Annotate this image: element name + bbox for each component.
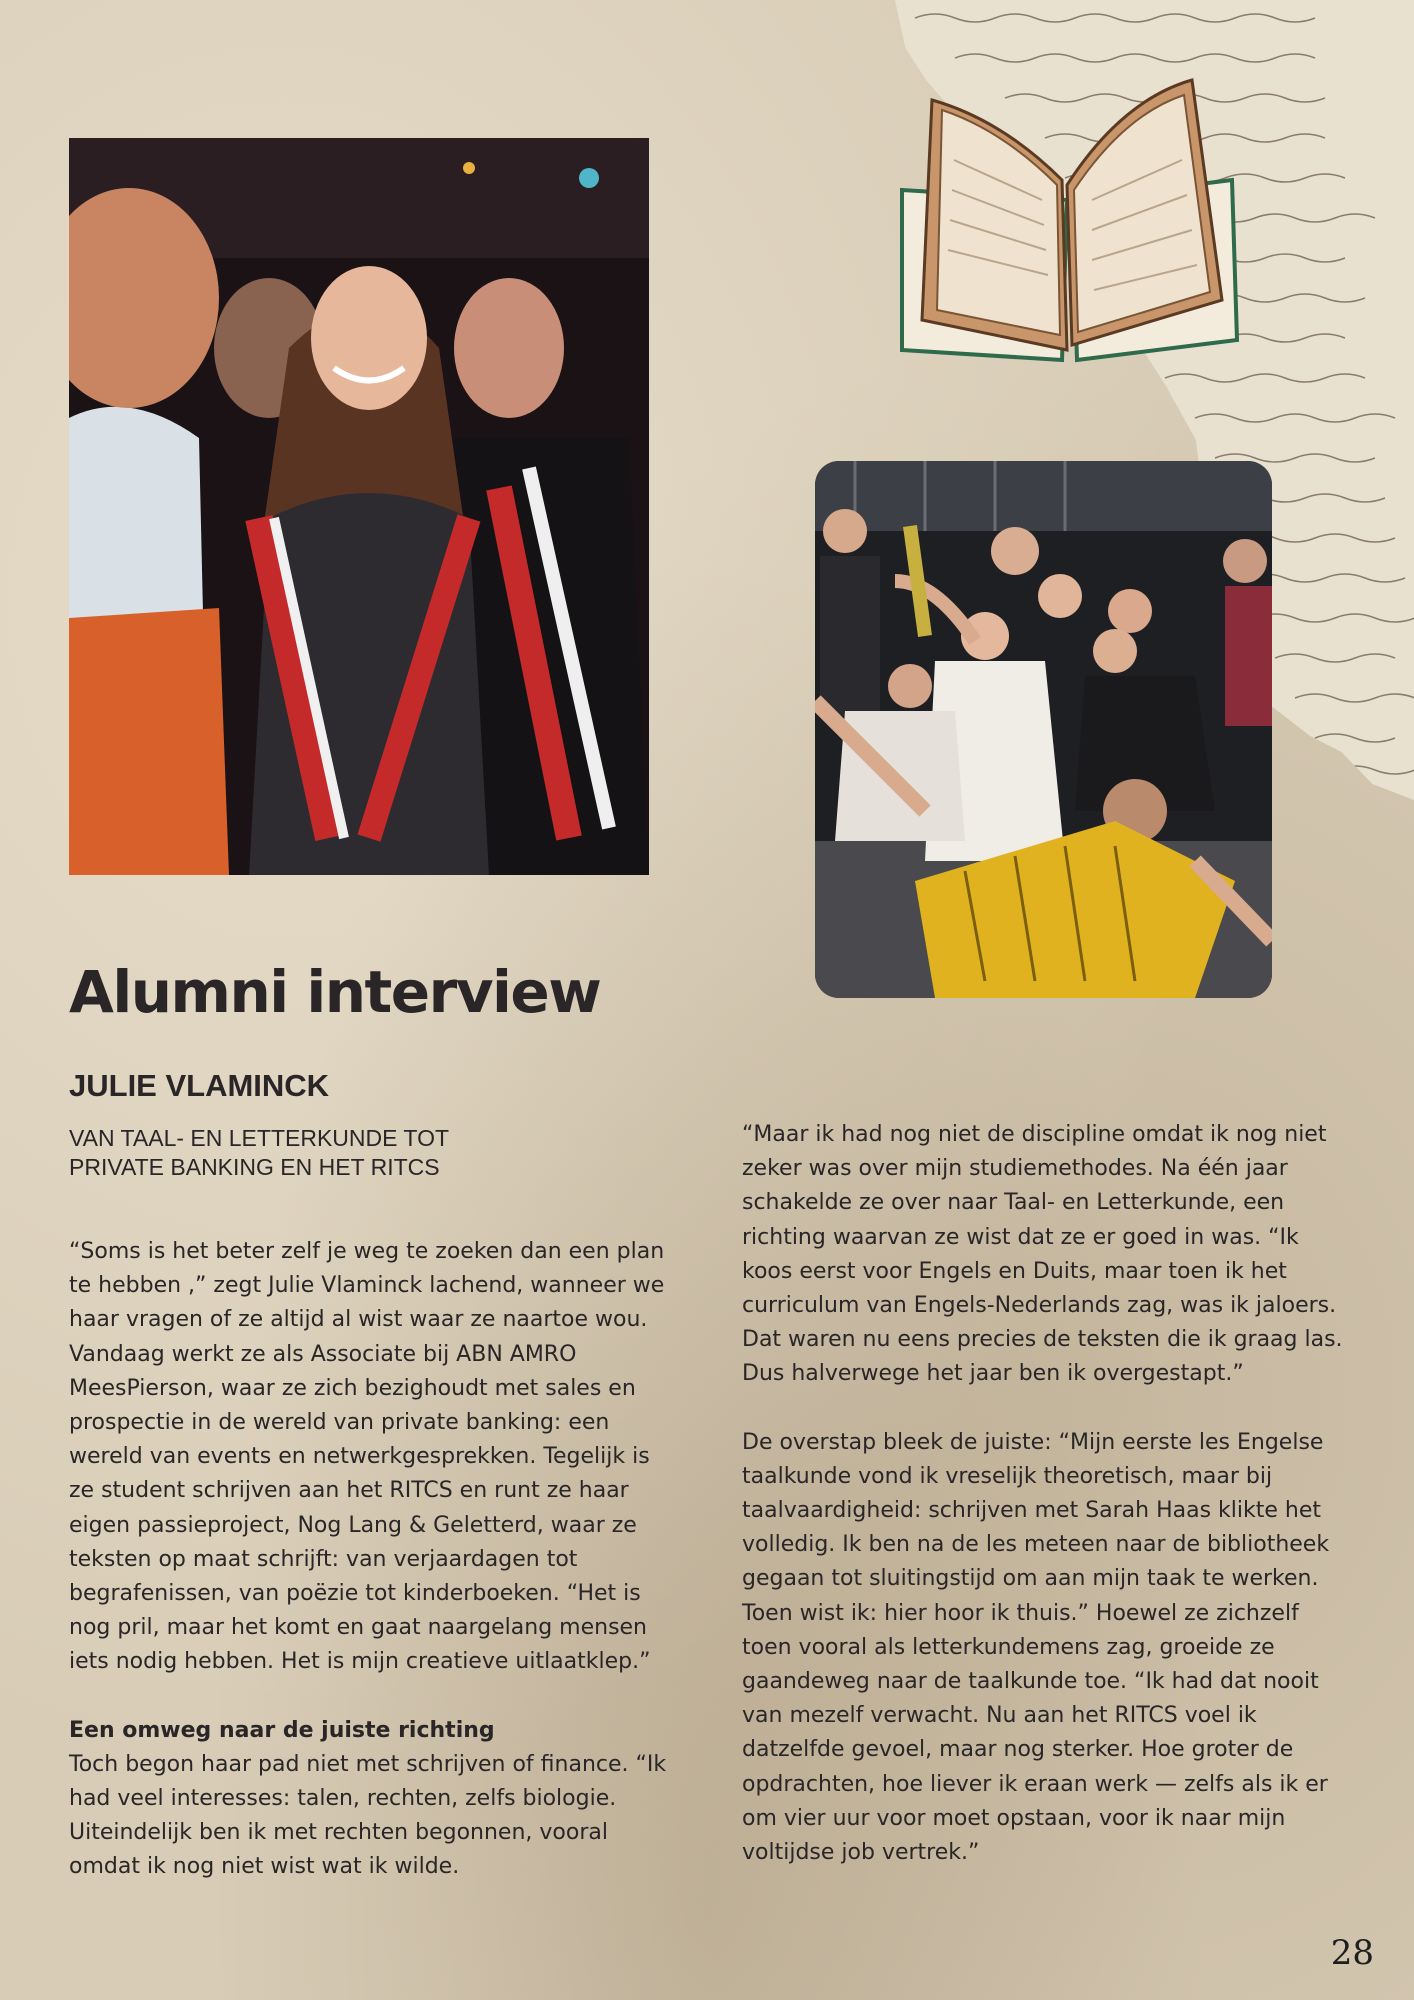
group-photo <box>815 461 1272 998</box>
intro-paragraph: “Soms is het beter zelf je weg te zoeken dan een plan te hebben ,” zegt Julie Vlaminck lachend, wanneer we haar vragen of ze altijd al wist waar ze naartoe wou. Vandaag werkt ze als Associate bij ABN AMRO MeesPierson, waar ze zich bezighoudt met sales en prospectie in de wereld van private banking: een wereld van events en netwerkgesprekken. Tegelijk is ze student schrijven aan het RITCS en runt ze haar eigen passieproject, Nog Lang & Geletterd, waar ze teksten op maat schrijft: van verjaardagen tot begrafenissen, van poëzie tot kinderboeken. “Het is nog pril, maar het komt en gaat naargelang mensen iets nodig hebben. Het is mijn creatieve uitlaatklep.” <box>69 1239 665 1675</box>
section-heading: Een omweg naar de juiste richting <box>69 1717 495 1743</box>
body-paragraph: “Maar ik had nog niet de discipline omdat ik nog niet zeker was over mijn studiemethodes. Na één jaar schakelde ze over naar Taal- en Letterkunde, een richting waarvan ze wist dat ze er goed in was. “Ik koos eerst voor Engels en Duits, maar toen ik het curriculum van Engels-Nederlands zag, was ik jaloers. Dat waren nu eens precies de teksten die ik graag las. Dus halverwege het jaar ben ik overgestapt.” <box>742 1122 1343 1387</box>
subtitle-line-1: VAN TAAL- EN LETTERKUNDE TOT <box>69 1125 450 1151</box>
portrait-photo <box>69 138 649 875</box>
interviewee-name: JULIE VLAMINCK <box>69 1068 330 1103</box>
page-number: 28 <box>1330 1933 1374 1973</box>
body-paragraph: Toch begon haar pad niet met schrijven of finance. “Ik had veel interesses: talen, rechten, zelfs biologie. Uiteindelijk ben ik met rechten begonnen, vooral omdat ik nog niet wist wat ik wilde. <box>69 1751 667 1880</box>
left-column <box>69 1235 669 1885</box>
body-paragraph: De overstap bleek de juiste: “Mijn eerste les Engelse taalkunde vond ik vreselijk theoretisch, maar bij taalvaardigheid: schrijven met Sarah Haas klikte het volledig. Ik ben na de les meteen naar de bibliotheek gegaan tot sluitingstijd om aan mijn taak te werken. Toen wist ik: hier hoor ik thuis.” Hoewel ze zichzelf toen vooral als letterkundemens zag, groeide ze gaandeweg naar de taalkunde toe. “Ik had dat nooit van mezelf verwacht. Nu aan het RITCS voel ik datzelfde gevoel, maar nog sterker. Hoe groter de opdrachten, hoe liever ik eraan werk — zelfs als ik er om vier uur voor moet opstaan, voor ik naar mijn voltijdse job vertrek.” <box>742 1429 1330 1866</box>
right-column <box>742 1118 1352 1870</box>
subtitle-line-2: PRIVATE BANKING EN HET RITCS <box>69 1154 440 1180</box>
article-title: Alumni interview <box>69 958 601 1026</box>
book-illustration <box>892 60 1244 370</box>
article-subtitle <box>69 1124 629 1182</box>
